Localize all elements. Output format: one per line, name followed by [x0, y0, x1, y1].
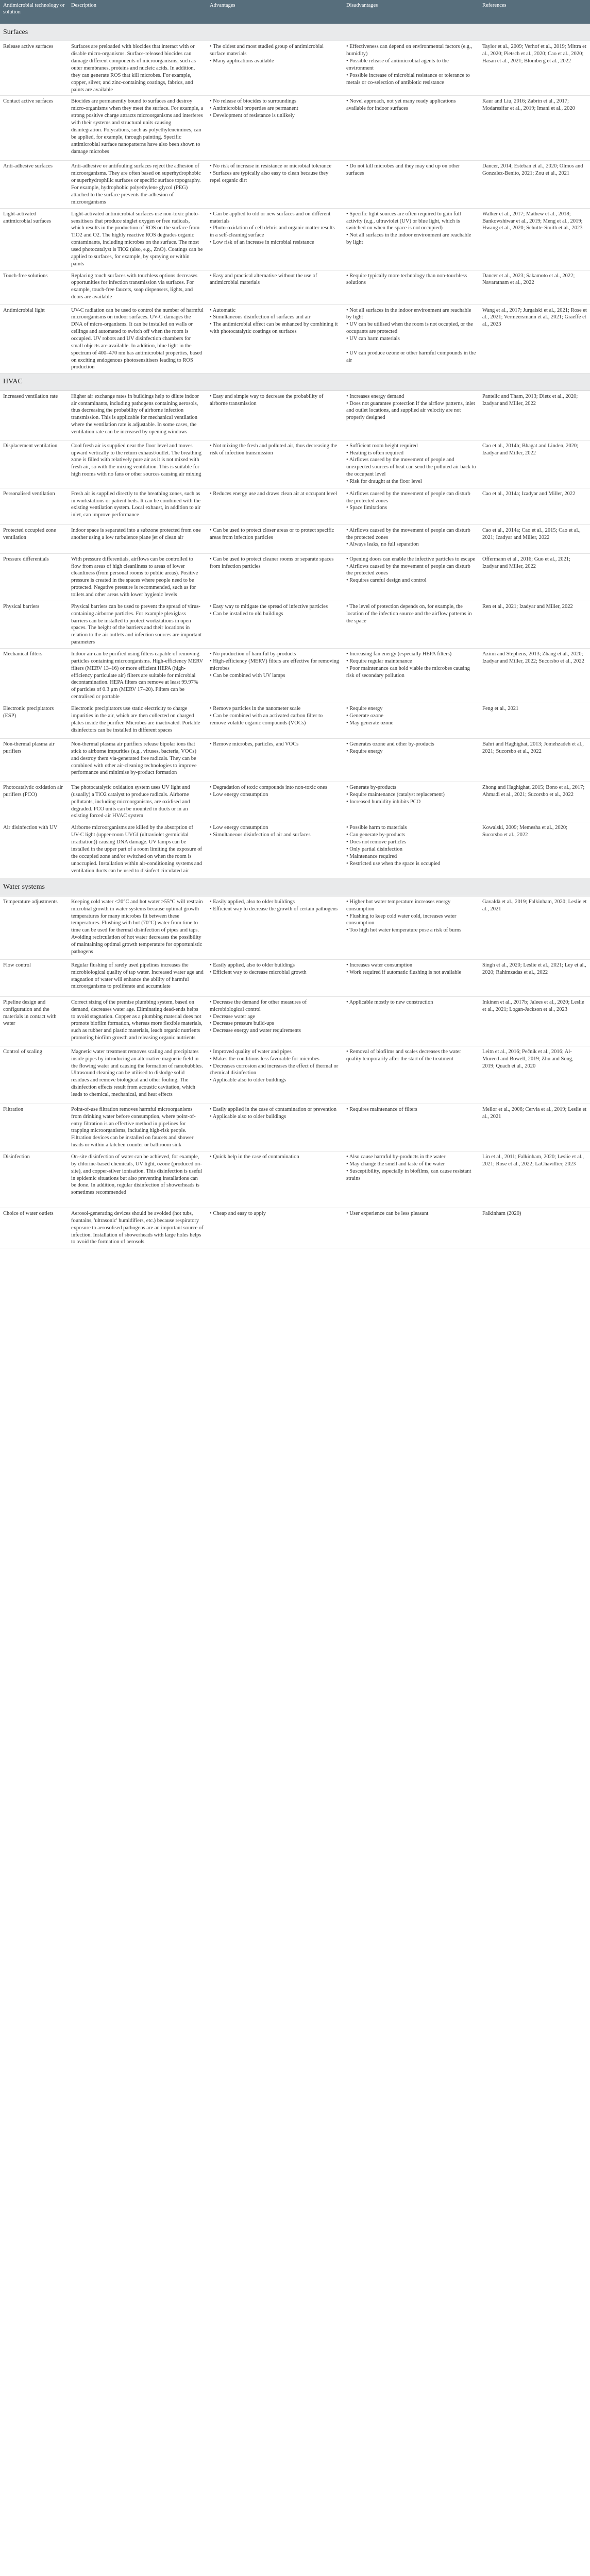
advantages-cell: [207, 1208, 343, 1248]
disadvantage-item: • Opening doors can enable the infective particles to escape: [346, 556, 476, 562]
disadvantage-item: • Susceptibility, especially in biofilms, can cause resistant strains: [346, 1168, 471, 1181]
disadvantages-cell: [343, 270, 479, 304]
disadvantage-item: • Increasing fan energy (especially HEPA filters): [346, 651, 452, 657]
column-header-technology: Antimicrobial technology or solution: [0, 0, 68, 24]
description-cell: On-site disinfection of water can be achieved, for example, by chlorine-based chemicals, UV light, ozone (produced on-site), and copper-silver ionisation. This disinfection is useful in epidemic situations but also preventing installations can be done. In addition, regular disinfection of showerheads is sometimes recommended: [68, 1151, 207, 1208]
disadvantage-item: • Possible increase of microbial resistance or tolerance to metals or co-selection of antibiotic resistance: [346, 72, 470, 86]
advantage-item: • Improved quality of water and pipes: [210, 1048, 292, 1055]
section-header-row: [0, 374, 590, 391]
advantage-item: • No release of biocides to surroundings: [210, 98, 297, 105]
disadvantages-cell: [343, 896, 479, 959]
references-cell: Ren et al., 2021; Izadyar and Miller, 2022: [479, 601, 590, 648]
disadvantage-item: • Increases energy demand: [346, 393, 404, 399]
section-title: Surfaces: [0, 24, 590, 41]
table-row: [0, 553, 590, 601]
disadvantage-item: • Require typically more technology than non-touchless solutions: [346, 273, 467, 286]
disadvantage-item: • Specific light sources are often required to gain full activity (e.g., ultraviolet (UV) or blue light, which is switched on when the space is not occupied): [346, 211, 461, 231]
references-cell: Dancer, 2014; Esteban et al., 2020; Olmos and Gonzalez-Benito, 2021; Zou et al., 2021: [479, 161, 590, 208]
disadvantage-item: • UV can harm materials: [346, 335, 400, 342]
disadvantage-item: • Do not kill microbes and they may end up on other surfaces: [346, 163, 460, 177]
technology-cell: Flow control: [0, 959, 68, 996]
advantages-cell: [207, 1104, 343, 1151]
disadvantages-cell: [343, 601, 479, 648]
advantages-cell: [207, 96, 343, 161]
disadvantages-cell: [343, 1046, 479, 1104]
disadvantage-item: • Too high hot water temperature pose a risk of burns: [346, 927, 462, 934]
references-cell: Singh et al., 2020; Leslie et al., 2021; Ley et al., 2020; Rahimzadas et al., 2022: [479, 959, 590, 996]
table-row: [0, 524, 590, 553]
advantages-cell: [207, 896, 343, 959]
advantage-item: • Not mixing the fresh and polluted air, thus decreasing the risk of infection transmission: [210, 443, 338, 456]
advantage-item: • Can be applied to old or new surfaces and on different materials: [210, 211, 331, 224]
technology-cell: Choice of water outlets: [0, 1208, 68, 1248]
advantage-item: • Decrease energy and water requirements: [210, 1028, 301, 1034]
disadvantage-item: • Require energy: [346, 748, 383, 754]
advantage-item: • Low risk of an increase in microbial resistance: [210, 240, 314, 246]
advantage-item: • Easy and simple way to decrease the probability of airborne transmission: [210, 393, 324, 406]
description-cell: Aerosol-generating devices should be avoided (hot tubs, fountains, 'ultrasonic' humidifiers, etc.) because respiratory exposure to aerosolised pathogens are an important source of infection. Installation of showerheads with large holes helps to avoid the formation of aerosols: [68, 1208, 207, 1248]
references-cell: Kaur and Liu, 2016; Zabrin et al., 2017; Modaresifar et al., 2019; Imani et al., 2020: [479, 96, 590, 161]
description-cell: Higher air exchange rates in buildings help to dilute indoor air contaminants, including pathogens containing aerosols, thus decreasing the probability of airborne infection transmission. This is applicable for mechanical ventilation where the ventilation rate is adjustable. In some cases, the ventilation rate can be increased by opening windows: [68, 391, 207, 440]
advantages-cell: [207, 208, 343, 270]
technology-cell: Photocatalytic oxidation air purifiers (PCO): [0, 782, 68, 822]
advantage-item: • Efficient way to decrease the growth of certain pathogens: [210, 906, 338, 912]
references-cell: Zhong and Haghighat, 2015; Bono et al., 2017; Ahmadi et al., 2021; Sucorsbo et al., 2022: [479, 782, 590, 822]
column-header-references: References: [479, 0, 590, 24]
technology-cell: Pressure differentials: [0, 553, 68, 601]
description-cell: Physical barriers can be used to prevent the spread of virus-containing airborne particles. For example plexiglass barriers can be installed to protect workstations in open spaces. The height of the barriers and their locations in relation to the air outlets and infection sources are important parameters: [68, 601, 207, 648]
disadvantage-item: • Increases water consumption: [346, 962, 413, 968]
advantage-item: • Antimicrobial properties are permanent: [210, 106, 298, 112]
description-cell: Non-thermal plasma air purifiers release bipolar ions that stick to airborne impurities (e.g., viruses, bacteria, VOCs) and destroy them via-generated free radicals. They can be combined with other air-cleaning technologies to improve performance and minimise by-product formation: [68, 739, 207, 782]
disadvantages-cell: [343, 649, 479, 703]
disadvantages-cell: [343, 1208, 479, 1248]
disadvantage-item: • Maintenance required: [346, 853, 397, 859]
table-row: [0, 1046, 590, 1104]
section-header-row: [0, 24, 590, 41]
technology-cell: Touch-free solutions: [0, 270, 68, 304]
technology-cell: Electronic precipitators (ESP): [0, 703, 68, 739]
references-cell: Feng et al., 2021: [479, 703, 590, 739]
disadvantage-item: • Airflows caused by the movement of people and unexpected sources of heat can send the polluted air back to the occupant level: [346, 457, 476, 478]
description-cell: Biocides are permanently bound to surfaces and destroy micro-organisms when they meet the surface. For example, a strong positive charge attracts microorganisms and interferes with their systems and structural units causing disintegration. Polycations, such as polyethyleneimines, can be applied, for example, through painting. Specific antimicrobial surface nanopatterns have also been shown to damage microbes: [68, 96, 207, 161]
advantages-cell: [207, 1046, 343, 1104]
table-row: [0, 649, 590, 703]
disadvantage-item: • Increased humidity inhibits PCO: [346, 799, 421, 805]
description-cell: Correct sizing of the premise plumbing system, based on demand, decreases water age. Eliminating dead-ends helps to avoid stagnation. Copper as a plumbing material does not promote biofilm formation, whereas more flexible materials, such as rubber and plastic materials, leach organic nutrients promoting biofilm growth and releasing organic nutrients: [68, 996, 207, 1046]
table-row: [0, 41, 590, 96]
technology-cell: Air disinfection with UV: [0, 822, 68, 879]
advantages-cell: [207, 440, 343, 488]
technology-cell: Antimicrobial light: [0, 304, 68, 374]
antimicrobial-technologies-table: [0, 0, 590, 1248]
advantages-cell: [207, 304, 343, 374]
disadvantage-item: • Always leaks, no full separation: [346, 541, 419, 548]
advantage-item: • Efficient way to decrease microbial growth: [210, 969, 307, 975]
advantages-cell: [207, 649, 343, 703]
description-cell: The photocatalytic oxidation system uses UV light and (usually) a TiO2 catalyst to produce radicals. Airborne pollutants, including microorganisms, are oxidised and degraded. PCO units can be mounted in ducts or in an existing forced-air HVAC system: [68, 782, 207, 822]
table-body: [0, 24, 590, 1248]
description-cell: Fresh air is supplied directly to the breathing zones, such as in workstations or patient beds. It can be combined with the existing ventilation system. Local exhaust, in addition to air inlet, can improve performance: [68, 488, 207, 524]
disadvantage-item: • Flushing to keep cold water cold, increases water consumption: [346, 913, 457, 926]
disadvantage-item: • Requires careful design and control: [346, 578, 427, 584]
description-cell: Light-activated antimicrobial surfaces use non-toxic photo-sensitisers that produce singlet oxygen or free radicals, which results in the production of ROS on the surface from TiO2 and O2. The highly reactive ROS degrades organic contaminants, including microbes on the surface. The most used photocatalyst is TiO2 (also, e.g., ZnO). Coatings can be applied to surfaces, for example, by spraying or within paints: [68, 208, 207, 270]
advantage-item: • Can be used to protect cleaner rooms or separate spaces from infection particles: [210, 556, 334, 569]
disadvantage-item: • Airflows caused by the movement of people can disturb the protected zones: [346, 490, 470, 504]
references-cell: Walker et al., 2017; Mathew et al., 2018; Bankowshiwar et al., 2019; Meng et al., 2019; Hwang et al., 2020; Schutte-Smith et al., 2023: [479, 208, 590, 270]
section-title: HVAC: [0, 374, 590, 391]
table-row: [0, 270, 590, 304]
disadvantage-item: • Also cause harmful by-products in the water: [346, 1154, 446, 1160]
advantages-cell: [207, 161, 343, 208]
table-row: [0, 1104, 590, 1151]
references-cell: Mellor et al., 2006; Cervia et al., 2019; Leslie et al., 2021: [479, 1104, 590, 1151]
disadvantages-cell: [343, 208, 479, 270]
advantage-item: • Cheap and easy to apply: [210, 1210, 266, 1216]
advantages-cell: [207, 524, 343, 553]
description-cell: With pressure differentials, airflows can be controlled to flow from areas of high cleanliness to areas of lower cleanliness (from personal rooms to public areas). Positive pressure is created in the spaces where people need to be protected. Negative pressure is recommended, such as for toilets and other areas with lower hygienic levels: [68, 553, 207, 601]
table-row: [0, 739, 590, 782]
disadvantage-item: • Generate ozone: [346, 713, 383, 719]
table-row: [0, 1208, 590, 1248]
description-cell: Replacing touch surfaces with touchless options decreases opportunities for infection transmission via surfaces. For example, touch-free faucets, soap dispensers, lights, and doors are available: [68, 270, 207, 304]
references-cell: Taylor et al., 2009; Verhof et al., 2019; Mittra et al., 2020; Pietsch et al., 2020; Cao et al., 2020; Hasan et al., 2021; Blomberg et al., 2022: [479, 41, 590, 96]
disadvantage-item: • Airflows caused by the movement of people can disturb the protected zones: [346, 527, 470, 540]
disadvantage-item: • The level of protection depends on, for example, the location of the infection source and the airflow patterns in the space: [346, 603, 472, 624]
advantage-item: • The oldest and most studied group of antimicrobial surface materials: [210, 44, 324, 57]
advantage-item: • Simultaneous disinfection of surfaces and air: [210, 314, 311, 320]
disadvantage-item: • Applicable mostly to new construction: [346, 999, 433, 1005]
disadvantage-item: • Removal of biofilms and scales decreases the water quality temporarily after the start of the treatment: [346, 1048, 461, 1062]
technology-cell: Control of scaling: [0, 1046, 68, 1104]
advantage-item: • Quick help in the case of contamination: [210, 1154, 299, 1160]
advantage-item: • Many applications available: [210, 58, 274, 64]
disadvantage-item: • Not all surfaces in the indoor environment are reachable by light: [346, 232, 471, 246]
advantage-item: • Decrease the demand for other measures of microbiological control: [210, 999, 307, 1012]
description-cell: Keeping cold water <20°C and hot water >55°C will restrain microbial growth in water systems because optimal growth temperatures for many microbes fit between these temperatures. Flushing with hot (70°C) water from time to time can be used for thermal disinfection of pipes and taps. Avoiding recirculation of hot water decreases the possibility of maintaining optimal growth temperature for opportunistic pathogens: [68, 896, 207, 959]
disadvantage-item: • UV can produce ozone or other harmful compounds in the air: [346, 350, 476, 363]
disadvantage-item: • May change the smell and taste of the water: [346, 1161, 445, 1167]
table-row: [0, 161, 590, 208]
advantage-item: • Applicable also to older buildings: [210, 1113, 286, 1120]
disadvantage-item: • Space limitations: [346, 505, 387, 511]
disadvantage-item: • Airflows caused by the movement of people can disturb the protected zones: [346, 563, 470, 577]
description-cell: Indoor space is separated into a subzone protected from one another using a low turbulence plane jet of clean air: [68, 524, 207, 553]
advantages-cell: [207, 739, 343, 782]
advantages-cell: [207, 391, 343, 440]
references-cell: Falkinham (2020): [479, 1208, 590, 1248]
technology-cell: Anti-adhesive surfaces: [0, 161, 68, 208]
references-cell: Cao et al., 2014a; Izadyar and Miller, 2022: [479, 488, 590, 524]
description-cell: UV-C radiation can be used to control the number of harmful microorganisms on indoor surfaces. UV-C damages the DNA of micro-organisms. It can be installed on walls or ceilings and automated to switch off when the room is occupied. UV robots and UV disinfection chambers for small objects are available. In addition, blue light in the spectrum of 400–470 nm has antimicrobial properties, based on exciting endogenous photosensitisers leading to ROS production: [68, 304, 207, 374]
table-row: [0, 703, 590, 739]
technology-cell: Disinfection: [0, 1151, 68, 1208]
advantages-cell: [207, 553, 343, 601]
description-cell: Indoor air can be purified using filters capable of removing particles containing microorganisms. High-efficiency MERV filters (MERV 13–16) or more efficient HEPA (high-efficiency particulate air) filters are suitable for microbial decontamination. HEPA filters can remove at least 99.97% of particles of 0.3 μm (MERV 17–20). Filters can be centralised or portable: [68, 649, 207, 703]
technology-cell: Physical barriers: [0, 601, 68, 648]
technology-cell: Release active surfaces: [0, 41, 68, 96]
disadvantages-cell: [343, 161, 479, 208]
advantage-item: • Can be installed to old buildings: [210, 611, 283, 617]
advantage-item: • Decrease pressure build-ups: [210, 1021, 274, 1027]
description-cell: Cool fresh air is supplied near the floor level and moves upward vertically to the return exhaust/outlet. The breathing zone is filled with relatively pure air as it is not mixed with fresh air, so with the mixing ventilation. This is suitable for high rooms with no fans or other sources causing air mixing: [68, 440, 207, 488]
disadvantages-cell: [343, 391, 479, 440]
advantage-item: • Makes the conditions less favorable for microbes: [210, 1056, 319, 1062]
references-cell: Cao et al., 2014b; Bhagat and Linden, 2020; Izadyar and Miller, 2022: [479, 440, 590, 488]
advantage-item: • The antimicrobial effect can be enhanced by combining it with photocatalytic coatings on surfaces: [210, 321, 338, 335]
disadvantage-item: • Effectiveness can depend on environmental factors (e.g., humidity): [346, 44, 473, 57]
advantage-item: • Surfaces are typically also easy to clean because they repel organic dirt: [210, 171, 329, 184]
table-row: [0, 782, 590, 822]
disadvantages-cell: [343, 553, 479, 601]
disadvantage-item: • Risk for draught at the floor level: [346, 479, 422, 485]
disadvantage-item: • Poor maintenance can hold viable the microbes causing risk of secondary pollution: [346, 665, 470, 679]
advantage-item: • Easily applied in the case of contamination or prevention: [210, 1106, 336, 1112]
advantage-item: • Can be combined with UV lamps: [210, 672, 285, 679]
advantage-item: • Easily applied, also to older buildings: [210, 899, 295, 905]
advantages-cell: [207, 703, 343, 739]
column-header-description: Description: [68, 0, 207, 24]
disadvantage-item: • Possible harm to materials: [346, 825, 407, 831]
references-cell: Pantelic and Tham, 2013; Dietz et al., 2020; Izadyar and Miller, 2022: [479, 391, 590, 440]
section-title: Water systems: [0, 879, 590, 896]
advantage-item: • No risk of increase in resistance or microbial tolerance: [210, 163, 332, 170]
disadvantages-cell: [343, 41, 479, 96]
disadvantages-cell: [343, 524, 479, 553]
disadvantage-item: • Not all surfaces in the indoor environment are reachable by light: [346, 307, 471, 320]
disadvantage-item: [346, 343, 476, 350]
advantage-item: • Easy and practical alternative without the use of antimicrobial materials: [210, 273, 317, 286]
disadvantages-cell: [343, 440, 479, 488]
disadvantages-cell: [343, 739, 479, 782]
table-row: [0, 304, 590, 374]
disadvantages-cell: [343, 96, 479, 161]
technology-cell: Increased ventilation rate: [0, 391, 68, 440]
advantage-item: • Easy way to mitigate the spread of infective particles: [210, 603, 328, 609]
technology-cell: Displacement ventilation: [0, 440, 68, 488]
disadvantage-item: • Require energy: [346, 706, 383, 712]
advantages-cell: [207, 488, 343, 524]
references-cell: Lin et al., 2011; Falkinham, 2020; Leslie et al., 2021; Rose et al., 2022; LaChavillier, 2023: [479, 1151, 590, 1208]
technology-cell: Pipeline design and configuration and the materials in contact with water: [0, 996, 68, 1046]
references-cell: Dancer et al., 2023; Sakamoto et al., 2022; Navaratnam et al., 2022: [479, 270, 590, 304]
disadvantage-item: • Does not remove particles: [346, 839, 407, 845]
references-cell: Azimi and Stephens, 2013; Zhang et al., 2020; Izadyar and Miller, 2022; Sucorsbo et al., 2022: [479, 649, 590, 703]
disadvantage-item: • Generate by-products: [346, 785, 396, 791]
table-row: [0, 208, 590, 270]
table-header-row: [0, 0, 590, 24]
disadvantages-cell: [343, 703, 479, 739]
advantages-cell: [207, 270, 343, 304]
disadvantages-cell: [343, 782, 479, 822]
technology-cell: Non-thermal plasma air purifiers: [0, 739, 68, 782]
table-row: [0, 96, 590, 161]
advantages-cell: [207, 959, 343, 996]
table-row: [0, 391, 590, 440]
column-header-advantages: Advantages: [207, 0, 343, 24]
disadvantages-cell: [343, 996, 479, 1046]
disadvantage-item: • Work required if automatic flushing is not available: [346, 969, 462, 975]
disadvantage-item: • Require regular maintenance: [346, 658, 412, 664]
advantages-cell: [207, 41, 343, 96]
technology-cell: Temperature adjustments: [0, 896, 68, 959]
advantage-item: • Low energy consumption: [210, 791, 268, 798]
disadvantage-item: • Possible release of antimicrobial agents to the environment: [346, 58, 449, 72]
technology-cell: Mechanical filters: [0, 649, 68, 703]
disadvantages-cell: [343, 822, 479, 879]
technology-cell: Personalised ventilation: [0, 488, 68, 524]
references-cell: Kowalski, 2009; Memesha et al., 2020; Sucorsbo et al., 2022: [479, 822, 590, 879]
table-row: [0, 896, 590, 959]
table-row: [0, 996, 590, 1046]
disadvantage-item: • Heating is often required: [346, 450, 403, 456]
technology-cell: Light-activated antimicrobial surfaces: [0, 208, 68, 270]
references-cell: Bahri and Haghighat, 2013; Jomehzadeh et al., 2021; Sucorsbo et al., 2022: [479, 739, 590, 782]
disadvantage-item: • UV can be utilised when the room is not occupied, or the occupants are protected: [346, 321, 473, 335]
references-cell: Inkinen et al., 2017b; Jalees et al., 2020; Leslie et al., 2021; Logan-Jackson et al., 2023: [479, 996, 590, 1046]
advantages-cell: [207, 601, 343, 648]
disadvantage-item: • May generate ozone: [346, 720, 394, 726]
disadvantages-cell: [343, 488, 479, 524]
description-cell: Magnetic water treatment removes scaling and precipitates inside pipes by introducing an alternative magnetic field in the flowing water and causing the formation of nanobubbles. Ultrasound cleaning can be utilised to dislodge solid residues and remove biological and other fouling. The disinfection effects result from acoustic cavitation, which leads to chemical, mechanical, and heat effects: [68, 1046, 207, 1104]
advantage-item: • Simultaneous disinfection of air and surfaces: [210, 832, 311, 838]
advantage-item: • Remove particles in the nanometer scale: [210, 706, 301, 712]
technology-cell: Contact active surfaces: [0, 96, 68, 161]
disadvantage-item: • Sufficient room height required: [346, 443, 418, 449]
technology-cell: Protected occupied zone ventilation: [0, 524, 68, 553]
references-cell: Offermann et al., 2016; Guo et al., 2021; Izadyar and Miller, 2022: [479, 553, 590, 601]
advantage-item: • High-efficiency (MERV) filters are effective for removing microbes: [210, 658, 340, 671]
table-row: [0, 1151, 590, 1208]
disadvantage-item: • Require maintenance (catalyst replacement): [346, 791, 445, 798]
references-cell: Wang et al., 2017; Jurgalski et al., 2021; Rose et al., 2021; Vermeersmann et al., 2021; Graeffe et al., 2023: [479, 304, 590, 374]
disadvantage-item: • Restricted use when the space is occupied: [346, 860, 441, 867]
advantage-item: • Decreases corrosion and increases the effect of thermal or chemical disinfection: [210, 1063, 339, 1076]
description-cell: Surfaces are preloaded with biocides that interact with or disable micro-organisms. Surface-released biocides can damage different components of microorganisms, such as outer membranes, proteins and nucleic acids. In addition, they can generate ROS that kill microbes. For example, copper, silver, and zinc-containing coatings, fabrics, and paints are available: [68, 41, 207, 96]
advantage-item: • Degradation of toxic compounds into non-toxic ones: [210, 785, 327, 791]
references-cell: Cao et al., 2014a; Cao et al., 2015; Cao et al., 2021; Izadyar and Miller, 2022: [479, 524, 590, 553]
column-header-disadvantages: Disadvantages: [343, 0, 479, 24]
disadvantage-item: • Requires maintenance of filters: [346, 1106, 417, 1112]
advantage-item: • Low energy consumption: [210, 825, 268, 831]
advantages-cell: [207, 782, 343, 822]
description-cell: Regular flushing of rarely used pipelines increases the microbiological quality of tap water. Increased water age and stagnation of water will enhance the ability of harmful microorganisms to proliferate and accumulate: [68, 959, 207, 996]
section-header-row: [0, 879, 590, 896]
advantage-item: • Automatic: [210, 307, 236, 313]
description-cell: Airborne microorganisms are killed by the absorption of UV-C light (upper-room UVGI (ultraviolet germicidal irradiation)) causing DNA damage. UV lamps can be installed in the upper part of a room limiting the exposure of the occupied zone and/or switched on when the room is unoccupied. Installation within air-conditioning systems and ventilation ducts can be used to disinfect circulated air: [68, 822, 207, 879]
advantages-cell: [207, 996, 343, 1046]
table-row: [0, 488, 590, 524]
disadvantage-item: • Only partial disinfection: [346, 846, 402, 852]
disadvantage-item: • Generates ozone and other by-products: [346, 741, 434, 748]
advantage-item: • No production of harmful by-products: [210, 651, 296, 657]
disadvantage-item: • Novel approach, not yet many ready applications available for indoor surfaces: [346, 98, 456, 112]
table-row: [0, 601, 590, 648]
disadvantage-item: • Can generate by-products: [346, 832, 406, 838]
advantage-item: • Can be used to protect closer areas or to protect specific areas from infection particles: [210, 527, 334, 540]
disadvantages-cell: [343, 304, 479, 374]
description-cell: Anti-adhesive or antifouling surfaces reject the adhesion of microorganisms. They are often based on superhydrophobic or superhydrophilic surfaces or specific surface topography. For example, hydrophobic polyethylene glycol (PEG) attached to the surface prevents the adhesion of microorganisms: [68, 161, 207, 208]
advantage-item: • Can be combined with an activated carbon filter to remove volatile organic compounds (VOCs): [210, 713, 323, 726]
table-row: [0, 959, 590, 996]
advantage-item: • Applicable also to older buildings: [210, 1077, 286, 1083]
description-cell: Electronic precipitators use static electricity to charge impurities in the air, which are then collected on charged plates inside the purifier. Microbes are inactivated. Portable disinfectors can be installed in different spaces: [68, 703, 207, 739]
disadvantage-item: • Higher hot water temperature increases energy consumption: [346, 899, 451, 912]
table-row: [0, 822, 590, 879]
table-row: [0, 440, 590, 488]
advantage-item: • Photo-oxidation of cell debris and organic matter results in a self-cleaning surface: [210, 225, 335, 239]
advantage-item: • Development of resistance is unlikely: [210, 113, 295, 119]
disadvantages-cell: [343, 959, 479, 996]
references-cell: Leitn et al., 2016; Pečnik et al., 2016; Al-Mureed and Bowell, 2019; Zhu and Song, 2019; Quach et al., 2020: [479, 1046, 590, 1104]
advantages-cell: [207, 1151, 343, 1208]
advantage-item: • Remove microbes, particles, and VOCs: [210, 741, 299, 748]
disadvantages-cell: [343, 1151, 479, 1208]
disadvantage-item: • User experience can be less pleasant: [346, 1210, 429, 1216]
disadvantage-item: • Does not guarantee protection if the airflow patterns, inlet and outlet locations, and supplied air velocity are not properly designed: [346, 400, 475, 421]
technology-cell: Filtration: [0, 1104, 68, 1151]
advantage-item: • Reduces energy use and draws clean air at occupant level: [210, 490, 338, 497]
references-cell: Gavaldà et al., 2019; Falkinham, 2020; Leslie et al., 2021: [479, 896, 590, 959]
description-cell: Point-of-use filtration removes harmful microorganisms from drinking water before consumption, where point-of-entry filtration is an effective method in pipelines for trapping microorganisms, including high-risk people. Filtration devices can be installed on faucets and shower heads or within a kitchen counter or bathroom sink: [68, 1104, 207, 1151]
advantages-cell: [207, 822, 343, 879]
disadvantages-cell: [343, 1104, 479, 1151]
advantage-item: • Easily applied, also to older buildings: [210, 962, 295, 968]
advantage-item: • Decrease water age: [210, 1013, 255, 1020]
